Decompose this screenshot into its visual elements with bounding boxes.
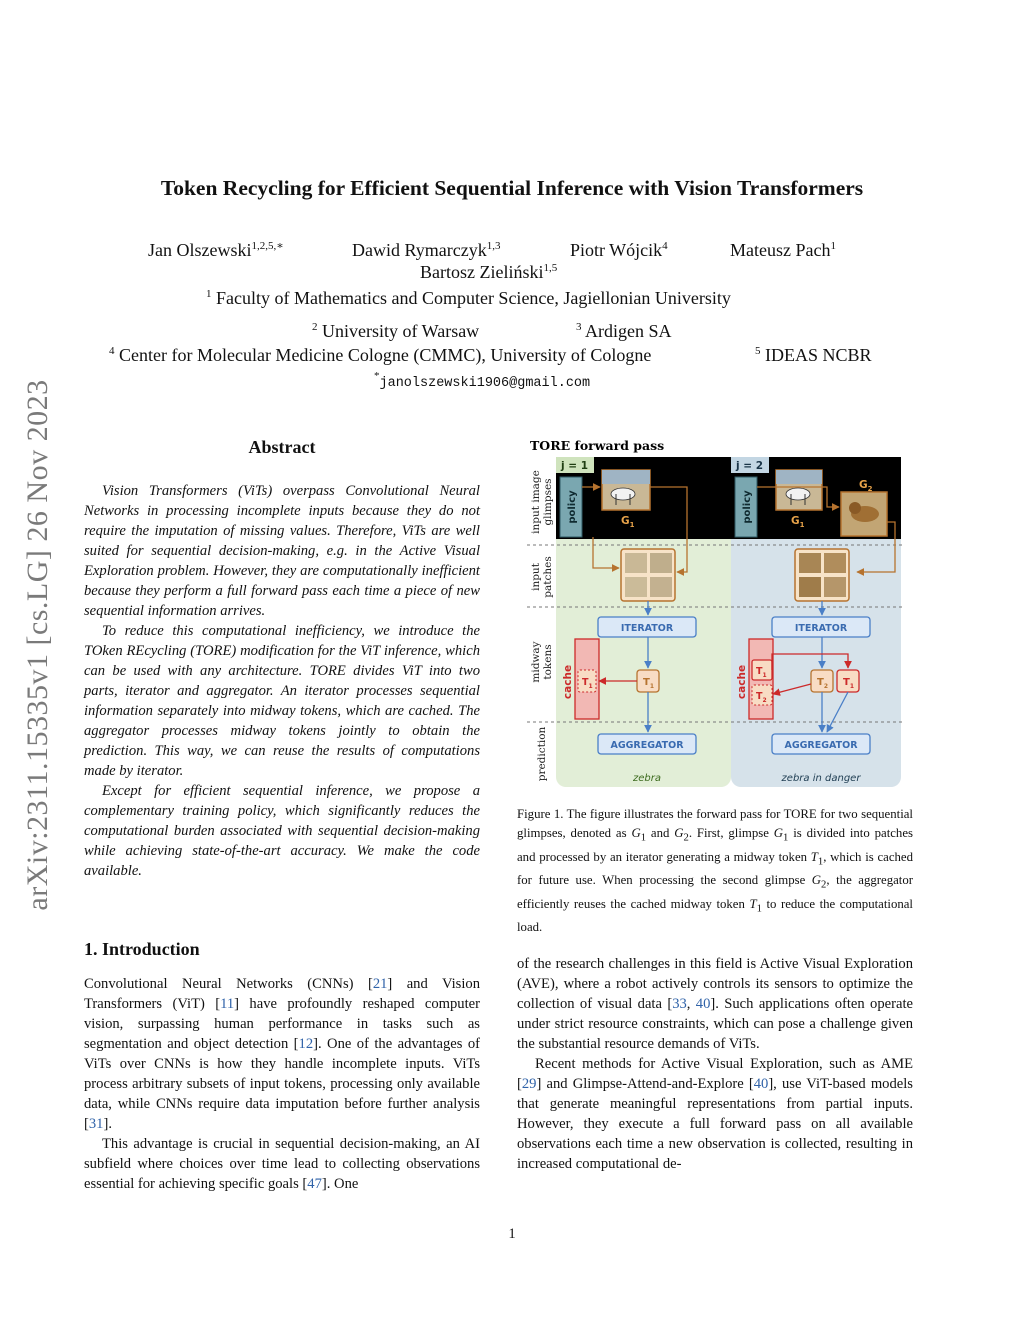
paper-title: Token Recycling for Efficient Sequential Inference with Vision Transformers bbox=[160, 176, 864, 200]
midway-token-t1-label: $T_1$ bbox=[643, 677, 655, 690]
citation-40[interactable]: 40 bbox=[695, 996, 711, 1012]
midway-token-t2-label: $T_2$ bbox=[817, 677, 829, 690]
page-number: 1 bbox=[508, 1226, 516, 1242]
figure-1-caption: Figure 1. The figure illustrates the forward pass for TORE for two sequential glimpses, denoted as $G_1$ and $G_2$. First, glimpse $G_1$ is divided into patches and processed by an iterator generating a midway token $T_1$, which is cached for future use. When processing the second glimpse $G_2$, the aggregator efficiently reuses the cached midway token $T_1$ to reduce the computational load. bbox=[517, 807, 913, 935]
glimpse-image-g2 bbox=[841, 492, 887, 536]
arxiv-id: arXiv:2311.15335v1 [cs.LG] 26 Nov 2023 bbox=[21, 379, 54, 911]
cached-token-t1-step1-label: $T_1$ bbox=[582, 677, 593, 690]
citation-40-b[interactable]: 40 bbox=[753, 1076, 769, 1092]
prediction-label-2: zebra in danger bbox=[781, 773, 861, 784]
intro-right-column bbox=[517, 954, 913, 1174]
cached-token-t2-label: $T_2$ bbox=[756, 691, 767, 704]
input-patches-1 bbox=[621, 549, 675, 601]
intro-heading: 1. Introduction bbox=[84, 939, 200, 959]
intro-paragraph-1: Convolutional Neural Networks (CNNs) [21] and Vision Transformers (ViT) [11] have profoundly reshaped computer vision, surpassing human performance in tasks such as segmentation and object detection [12]. One of the advantages of ViTs over CNNs is how they handle incomplete inputs. ViTs process arbitrary subsets of input tokens, processing only available data, while CNNs require data imputation before further analysis [31]. bbox=[84, 976, 481, 1132]
abstract-paragraph-3: Except for efficient sequential inference, we propose a complementary training policy, which significantly reduces the computational burden associated with sequential decision-making while achieving state-of-the-art accuracy. We make the code available. bbox=[84, 783, 480, 879]
arxiv-sidebar-stamp bbox=[12, 345, 64, 945]
row-label-glimpses-1: input image bbox=[530, 470, 542, 534]
aggregator-label-1: AGGREGATOR bbox=[610, 740, 684, 751]
glimpse-label-g1: $G_1$ bbox=[621, 515, 635, 529]
step-label-1: j = 1 bbox=[561, 460, 589, 472]
affiliation-4: $^4$ Center for Molecular Medicine Cologne (CMMC), University of Cologne bbox=[109, 345, 652, 365]
row-label-tokens-1: midway bbox=[530, 641, 542, 683]
figure-1-tore-diagram bbox=[515, 432, 915, 792]
citation-21[interactable]: 21 bbox=[372, 976, 388, 992]
author-2: Dawid Rymarczyk$^{1,3}$ bbox=[352, 240, 501, 260]
abstract-paragraph-1: Vision Transformers (ViTs) overpass Convolutional Neural Networks in processing incomplete inputs because they do not require the imputation of missing values. Therefore, ViTs are well suited for sequential decision-making, e.g. in the Active Visual Exploration problem. However, they are computationally inefficient because they perform a full forward pass each time a piece of new sequential information arrives. bbox=[84, 483, 480, 619]
cached-token-t1-step2-label: $T_1$ bbox=[756, 666, 767, 679]
glimpse-label-g1-step2: $G_1$ bbox=[791, 515, 805, 529]
citation-31[interactable]: 31 bbox=[88, 1116, 104, 1132]
intro-left-column bbox=[84, 974, 480, 1194]
glimpse-label-g2: $G_2$ bbox=[859, 479, 873, 493]
iterator-label-2: ITERATOR bbox=[794, 623, 848, 634]
policy-label-1: policy bbox=[567, 490, 578, 524]
intro-paragraph-3: of the research challenges in this field is Active Visual Exploration (AVE), where a robot actively controls its sensors to optimize the collection of visual data [33, 40]. Such applications often operate under strict resource constraints, which can pose a challenge given the substantial resource demands of ViTs. bbox=[517, 956, 913, 1052]
author-4: Mateusz Pach$^1$ bbox=[730, 240, 836, 260]
author-3: Piotr Wójcik$^4$ bbox=[570, 240, 668, 260]
reused-token-t1-label: $T_1$ bbox=[843, 677, 855, 690]
author-5: Bartosz Zieliński$^{1,5}$ bbox=[420, 262, 558, 282]
figure-title: TORE forward pass bbox=[530, 438, 665, 453]
step-label-2: j = 2 bbox=[736, 460, 764, 472]
cache-label-2: cache bbox=[736, 664, 748, 700]
glimpse-image-g1-step2 bbox=[776, 470, 822, 510]
abstract-body bbox=[84, 481, 480, 881]
glimpse-image-g1-step1 bbox=[602, 470, 650, 510]
citation-29[interactable]: 29 bbox=[521, 1076, 537, 1092]
citation-47[interactable]: 47 bbox=[307, 1176, 322, 1192]
citation-11[interactable]: 11 bbox=[220, 996, 235, 1012]
row-label-patches-1: input bbox=[530, 563, 542, 591]
intro-paragraph-2: This advantage is crucial in sequential decision-making, an AI subfield where choices over time lead to collecting observations essential for achieving specific goals [47]. One bbox=[84, 1136, 480, 1192]
input-patches-2 bbox=[795, 549, 849, 601]
abstract-paragraph-2: To reduce this computational inefficiency, we introduce the TOken REcycling (TORE) modification for the ViT inference, which can be used with any architecture. TORE divides ViT into two parts, iterator and aggregator. An iterator processes sequential information separately into midway tokens, which are cached. The aggregator processes midway tokens jointly to obtain the prediction. This way, we can reuse the results of computations made by iterator. bbox=[84, 623, 480, 779]
row-label-patches-2: patches bbox=[542, 556, 554, 598]
intro-paragraph-4: Recent methods for Active Visual Exploration, such as AME [29] and Glimpse-Attend-and-Explore [40], use ViT-based models that generate meaningful representations from partial inputs. However, they execute a full forward pass on all available observations each time a new observation is collected, resulting in increased computational de- bbox=[517, 1056, 913, 1172]
cache-label-1: cache bbox=[562, 664, 574, 700]
row-label-glimpses-2: glimpses bbox=[542, 478, 554, 526]
corresponding-email: *janolszewski1906@gmail.com bbox=[374, 370, 591, 391]
affiliation-1: $^1$ Faculty of Mathematics and Computer Science, Jagiellonian University bbox=[206, 288, 731, 308]
affiliation-3: $^3$ Ardigen SA bbox=[576, 321, 672, 341]
row-label-prediction: prediction bbox=[536, 726, 548, 782]
affiliation-2: $^2$ University of Warsaw bbox=[312, 321, 480, 341]
policy-label-2: policy bbox=[742, 490, 753, 524]
aggregator-label-2: AGGREGATOR bbox=[784, 740, 858, 751]
iterator-label-1: ITERATOR bbox=[620, 623, 674, 634]
author-1: Jan Olszewski$^{1,2,5,∗}$ bbox=[148, 240, 284, 260]
citation-12[interactable]: 12 bbox=[298, 1036, 314, 1052]
affiliation-5: $^5$ IDEAS NCBR bbox=[755, 345, 872, 365]
prediction-label-1: zebra bbox=[633, 773, 661, 784]
caption-label: Figure 1. bbox=[517, 807, 564, 821]
citation-33[interactable]: 33 bbox=[672, 996, 687, 1012]
abstract-heading: Abstract bbox=[248, 437, 316, 457]
row-label-tokens-2: tokens bbox=[542, 644, 554, 680]
